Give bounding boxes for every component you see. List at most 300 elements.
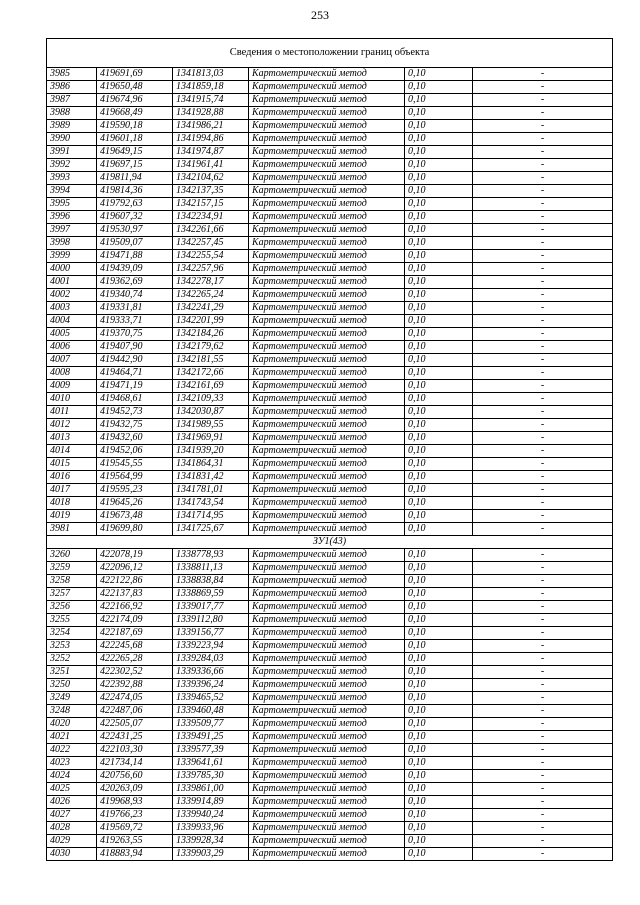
table-row bbox=[47, 783, 613, 796]
accuracy: 0,10 bbox=[405, 315, 473, 328]
accuracy: 0,10 bbox=[405, 692, 473, 705]
coordinate-x: 419442,90 bbox=[97, 354, 173, 367]
note: - bbox=[473, 185, 613, 198]
table-row bbox=[47, 809, 613, 822]
coordinate-x: 422392,88 bbox=[97, 679, 173, 692]
table-row bbox=[47, 588, 613, 601]
table-row bbox=[47, 653, 613, 666]
coordinate-y: 1339861,00 bbox=[173, 783, 249, 796]
coordinate-x: 419649,15 bbox=[97, 146, 173, 159]
table-row bbox=[47, 731, 613, 744]
point-number: 4000 bbox=[47, 263, 97, 276]
section-row bbox=[47, 536, 613, 549]
table-row bbox=[47, 81, 613, 94]
accuracy: 0,10 bbox=[405, 757, 473, 770]
point-number: 3253 bbox=[47, 640, 97, 653]
table-row bbox=[47, 393, 613, 406]
note: - bbox=[473, 380, 613, 393]
note: - bbox=[473, 458, 613, 471]
coordinate-y: 1341989,55 bbox=[173, 419, 249, 432]
coordinate-y: 1339336,66 bbox=[173, 666, 249, 679]
coordinate-x: 420756,60 bbox=[97, 770, 173, 783]
coordinate-x: 419601,18 bbox=[97, 133, 173, 146]
note: - bbox=[473, 81, 613, 94]
note: - bbox=[473, 705, 613, 718]
note: - bbox=[473, 744, 613, 757]
coordinate-y: 1341781,01 bbox=[173, 484, 249, 497]
method: Картометрический метод bbox=[249, 575, 405, 588]
table-row bbox=[47, 692, 613, 705]
method: Картометрический метод bbox=[249, 640, 405, 653]
point-number: 3991 bbox=[47, 146, 97, 159]
note: - bbox=[473, 172, 613, 185]
note: - bbox=[473, 796, 613, 809]
table-row bbox=[47, 549, 613, 562]
coordinate-x: 422487,06 bbox=[97, 705, 173, 718]
point-number: 3259 bbox=[47, 562, 97, 575]
coordinate-y: 1339156,77 bbox=[173, 627, 249, 640]
note: - bbox=[473, 679, 613, 692]
note: - bbox=[473, 354, 613, 367]
method: Картометрический метод bbox=[249, 614, 405, 627]
method: Картометрический метод bbox=[249, 159, 405, 172]
accuracy: 0,10 bbox=[405, 770, 473, 783]
method: Картометрический метод bbox=[249, 211, 405, 224]
table-row bbox=[47, 159, 613, 172]
coordinate-y: 1342181,55 bbox=[173, 354, 249, 367]
coordinate-y: 1339284,03 bbox=[173, 653, 249, 666]
table-row bbox=[47, 406, 613, 419]
note: - bbox=[473, 315, 613, 328]
coordinate-x: 419432,75 bbox=[97, 419, 173, 432]
table-row bbox=[47, 497, 613, 510]
point-number: 4009 bbox=[47, 380, 97, 393]
point-number: 3992 bbox=[47, 159, 97, 172]
note: - bbox=[473, 237, 613, 250]
note: - bbox=[473, 419, 613, 432]
point-number: 3249 bbox=[47, 692, 97, 705]
method: Картометрический метод bbox=[249, 302, 405, 315]
table-row bbox=[47, 328, 613, 341]
coordinate-x: 421734,14 bbox=[97, 757, 173, 770]
point-number: 4024 bbox=[47, 770, 97, 783]
coordinate-x: 422096,12 bbox=[97, 562, 173, 575]
coordinate-x: 419545,55 bbox=[97, 458, 173, 471]
point-number: 4020 bbox=[47, 718, 97, 731]
coordinate-y: 1339465,52 bbox=[173, 692, 249, 705]
table-row bbox=[47, 679, 613, 692]
coordinate-x: 419464,71 bbox=[97, 367, 173, 380]
method: Картометрический метод bbox=[249, 497, 405, 510]
coordinate-y: 1339112,80 bbox=[173, 614, 249, 627]
coordinate-y: 1338778,93 bbox=[173, 549, 249, 562]
point-number: 4016 bbox=[47, 471, 97, 484]
method: Картометрический метод bbox=[249, 458, 405, 471]
coordinate-y: 1342257,96 bbox=[173, 263, 249, 276]
table-row bbox=[47, 354, 613, 367]
accuracy: 0,10 bbox=[405, 406, 473, 419]
note: - bbox=[473, 614, 613, 627]
point-number: 4029 bbox=[47, 835, 97, 848]
accuracy: 0,10 bbox=[405, 172, 473, 185]
point-number: 4022 bbox=[47, 744, 97, 757]
note: - bbox=[473, 341, 613, 354]
coordinate-y: 1339785,30 bbox=[173, 770, 249, 783]
method: Картометрический метод bbox=[249, 783, 405, 796]
table-row bbox=[47, 718, 613, 731]
coordinate-y: 1341974,87 bbox=[173, 146, 249, 159]
note: - bbox=[473, 289, 613, 302]
point-number: 3258 bbox=[47, 575, 97, 588]
table-row bbox=[47, 510, 613, 523]
note: - bbox=[473, 640, 613, 653]
point-number: 4023 bbox=[47, 757, 97, 770]
accuracy: 0,10 bbox=[405, 328, 473, 341]
coordinate-x: 419650,48 bbox=[97, 81, 173, 94]
table-row bbox=[47, 185, 613, 198]
point-number: 4028 bbox=[47, 822, 97, 835]
note: - bbox=[473, 549, 613, 562]
coordinate-y: 1342201,99 bbox=[173, 315, 249, 328]
coordinate-y: 1342172,66 bbox=[173, 367, 249, 380]
accuracy: 0,10 bbox=[405, 367, 473, 380]
table-row bbox=[47, 68, 613, 81]
coordinate-y: 1342137,35 bbox=[173, 185, 249, 198]
accuracy: 0,10 bbox=[405, 614, 473, 627]
note: - bbox=[473, 120, 613, 133]
coordinate-x: 419331,81 bbox=[97, 302, 173, 315]
method: Картометрический метод bbox=[249, 627, 405, 640]
coordinate-y: 1342179,62 bbox=[173, 341, 249, 354]
coordinate-y: 1341915,74 bbox=[173, 94, 249, 107]
coordinate-x: 419668,49 bbox=[97, 107, 173, 120]
method: Картометрический метод bbox=[249, 341, 405, 354]
boundary-coordinates-table bbox=[46, 38, 613, 861]
page-number: 253 bbox=[311, 8, 329, 22]
note: - bbox=[473, 588, 613, 601]
coordinate-x: 419697,15 bbox=[97, 159, 173, 172]
note: - bbox=[473, 757, 613, 770]
coordinate-x: 419792,63 bbox=[97, 198, 173, 211]
accuracy: 0,10 bbox=[405, 562, 473, 575]
table-row bbox=[47, 822, 613, 835]
coordinate-y: 1341928,88 bbox=[173, 107, 249, 120]
coordinate-x: 419407,90 bbox=[97, 341, 173, 354]
table-title-row bbox=[47, 39, 613, 68]
point-number: 3248 bbox=[47, 705, 97, 718]
method: Картометрический метод bbox=[249, 510, 405, 523]
method: Картометрический метод bbox=[249, 198, 405, 211]
method: Картометрический метод bbox=[249, 549, 405, 562]
method: Картометрический метод bbox=[249, 484, 405, 497]
note: - bbox=[473, 562, 613, 575]
coordinate-x: 422474,05 bbox=[97, 692, 173, 705]
coordinate-y: 1342157,15 bbox=[173, 198, 249, 211]
accuracy: 0,10 bbox=[405, 588, 473, 601]
method: Картометрический метод bbox=[249, 328, 405, 341]
coordinate-x: 422166,92 bbox=[97, 601, 173, 614]
accuracy: 0,10 bbox=[405, 354, 473, 367]
accuracy: 0,10 bbox=[405, 458, 473, 471]
point-number: 3256 bbox=[47, 601, 97, 614]
note: - bbox=[473, 510, 613, 523]
note: - bbox=[473, 224, 613, 237]
accuracy: 0,10 bbox=[405, 237, 473, 250]
table-row bbox=[47, 471, 613, 484]
note: - bbox=[473, 666, 613, 679]
accuracy: 0,10 bbox=[405, 159, 473, 172]
point-number: 4007 bbox=[47, 354, 97, 367]
method: Картометрический метод bbox=[249, 315, 405, 328]
point-number: 3988 bbox=[47, 107, 97, 120]
point-number: 3994 bbox=[47, 185, 97, 198]
table-row bbox=[47, 211, 613, 224]
coordinate-x: 419590,18 bbox=[97, 120, 173, 133]
point-number: 4021 bbox=[47, 731, 97, 744]
accuracy: 0,10 bbox=[405, 783, 473, 796]
accuracy: 0,10 bbox=[405, 549, 473, 562]
table-row bbox=[47, 575, 613, 588]
method: Картометрический метод bbox=[249, 185, 405, 198]
table-row bbox=[47, 614, 613, 627]
accuracy: 0,10 bbox=[405, 211, 473, 224]
point-number: 3254 bbox=[47, 627, 97, 640]
accuracy: 0,10 bbox=[405, 250, 473, 263]
point-number: 3995 bbox=[47, 198, 97, 211]
table-row bbox=[47, 133, 613, 146]
coordinate-y: 1341831,42 bbox=[173, 471, 249, 484]
accuracy: 0,10 bbox=[405, 848, 473, 861]
point-number: 3998 bbox=[47, 237, 97, 250]
point-number: 4013 bbox=[47, 432, 97, 445]
note: - bbox=[473, 276, 613, 289]
point-number: 3251 bbox=[47, 666, 97, 679]
table-row bbox=[47, 120, 613, 133]
note: - bbox=[473, 627, 613, 640]
note: - bbox=[473, 146, 613, 159]
coordinate-y: 1341859,18 bbox=[173, 81, 249, 94]
accuracy: 0,10 bbox=[405, 796, 473, 809]
note: - bbox=[473, 367, 613, 380]
method: Картометрический метод bbox=[249, 250, 405, 263]
point-number: 4002 bbox=[47, 289, 97, 302]
coordinate-y: 1339914,89 bbox=[173, 796, 249, 809]
table-row bbox=[47, 198, 613, 211]
coordinate-x: 419811,94 bbox=[97, 172, 173, 185]
method: Картометрический метод bbox=[249, 432, 405, 445]
point-number: 3257 bbox=[47, 588, 97, 601]
note: - bbox=[473, 575, 613, 588]
coordinate-x: 419530,97 bbox=[97, 224, 173, 237]
coordinate-x: 419699,80 bbox=[97, 523, 173, 536]
coordinate-y: 1342278,17 bbox=[173, 276, 249, 289]
coordinate-x: 419468,61 bbox=[97, 393, 173, 406]
method: Картометрический метод bbox=[249, 835, 405, 848]
accuracy: 0,10 bbox=[405, 679, 473, 692]
coordinate-y: 1342261,66 bbox=[173, 224, 249, 237]
point-number: 3986 bbox=[47, 81, 97, 94]
note: - bbox=[473, 302, 613, 315]
table-row bbox=[47, 458, 613, 471]
point-number: 4030 bbox=[47, 848, 97, 861]
coordinate-y: 1342241,29 bbox=[173, 302, 249, 315]
note: - bbox=[473, 406, 613, 419]
note: - bbox=[473, 809, 613, 822]
note: - bbox=[473, 848, 613, 861]
table-row bbox=[47, 848, 613, 861]
point-number: 3993 bbox=[47, 172, 97, 185]
coordinate-x: 419645,26 bbox=[97, 497, 173, 510]
note: - bbox=[473, 393, 613, 406]
coordinate-x: 419814,36 bbox=[97, 185, 173, 198]
table-row bbox=[47, 627, 613, 640]
point-number: 4026 bbox=[47, 796, 97, 809]
table-row bbox=[47, 640, 613, 653]
coordinate-x: 422137,83 bbox=[97, 588, 173, 601]
table-row bbox=[47, 302, 613, 315]
table-row bbox=[47, 601, 613, 614]
table-row bbox=[47, 757, 613, 770]
coordinate-y: 1342265,24 bbox=[173, 289, 249, 302]
table-row bbox=[47, 835, 613, 848]
method: Картометрический метод bbox=[249, 822, 405, 835]
point-number: 3252 bbox=[47, 653, 97, 666]
coordinate-y: 1341961,41 bbox=[173, 159, 249, 172]
table-row bbox=[47, 172, 613, 185]
accuracy: 0,10 bbox=[405, 744, 473, 757]
method: Картометрический метод bbox=[249, 172, 405, 185]
point-number: 3997 bbox=[47, 224, 97, 237]
coordinate-y: 1339933,96 bbox=[173, 822, 249, 835]
table-row bbox=[47, 562, 613, 575]
method: Картометрический метод bbox=[249, 289, 405, 302]
coordinate-x: 419691,69 bbox=[97, 68, 173, 81]
point-number: 4012 bbox=[47, 419, 97, 432]
coordinate-y: 1338811,13 bbox=[173, 562, 249, 575]
note: - bbox=[473, 133, 613, 146]
point-number: 4005 bbox=[47, 328, 97, 341]
table-row bbox=[47, 419, 613, 432]
point-number: 4006 bbox=[47, 341, 97, 354]
note: - bbox=[473, 601, 613, 614]
table-row bbox=[47, 484, 613, 497]
point-number: 4004 bbox=[47, 315, 97, 328]
coordinate-y: 1342255,54 bbox=[173, 250, 249, 263]
accuracy: 0,10 bbox=[405, 822, 473, 835]
accuracy: 0,10 bbox=[405, 809, 473, 822]
method: Картометрический метод bbox=[249, 94, 405, 107]
table-row bbox=[47, 224, 613, 237]
accuracy: 0,10 bbox=[405, 731, 473, 744]
coordinate-x: 422122,86 bbox=[97, 575, 173, 588]
coordinate-y: 1338869,59 bbox=[173, 588, 249, 601]
accuracy: 0,10 bbox=[405, 432, 473, 445]
table-row bbox=[47, 523, 613, 536]
point-number: 3996 bbox=[47, 211, 97, 224]
accuracy: 0,10 bbox=[405, 341, 473, 354]
table-row bbox=[47, 432, 613, 445]
point-number: 3999 bbox=[47, 250, 97, 263]
point-number: 3255 bbox=[47, 614, 97, 627]
accuracy: 0,10 bbox=[405, 94, 473, 107]
accuracy: 0,10 bbox=[405, 510, 473, 523]
coordinate-x: 422431,25 bbox=[97, 731, 173, 744]
accuracy: 0,10 bbox=[405, 419, 473, 432]
coordinate-y: 1342030,87 bbox=[173, 406, 249, 419]
method: Картометрический метод bbox=[249, 679, 405, 692]
coordinate-x: 418883,94 bbox=[97, 848, 173, 861]
accuracy: 0,10 bbox=[405, 289, 473, 302]
table-row bbox=[47, 744, 613, 757]
point-number: 3987 bbox=[47, 94, 97, 107]
accuracy: 0,10 bbox=[405, 484, 473, 497]
point-number: 4019 bbox=[47, 510, 97, 523]
method: Картометрический метод bbox=[249, 848, 405, 861]
accuracy: 0,10 bbox=[405, 81, 473, 94]
method: Картометрический метод bbox=[249, 237, 405, 250]
method: Картометрический метод bbox=[249, 471, 405, 484]
note: - bbox=[473, 198, 613, 211]
method: Картометрический метод bbox=[249, 562, 405, 575]
method: Картометрический метод bbox=[249, 744, 405, 757]
note: - bbox=[473, 783, 613, 796]
method: Картометрический метод bbox=[249, 406, 405, 419]
coordinate-y: 1341725,67 bbox=[173, 523, 249, 536]
accuracy: 0,10 bbox=[405, 601, 473, 614]
table-row bbox=[47, 250, 613, 263]
coordinate-x: 419766,23 bbox=[97, 809, 173, 822]
table-row bbox=[47, 276, 613, 289]
coordinate-y: 1339223,94 bbox=[173, 640, 249, 653]
accuracy: 0,10 bbox=[405, 575, 473, 588]
accuracy: 0,10 bbox=[405, 718, 473, 731]
method: Картометрический метод bbox=[249, 770, 405, 783]
accuracy: 0,10 bbox=[405, 705, 473, 718]
method: Картометрический метод bbox=[249, 718, 405, 731]
coordinate-y: 1339491,25 bbox=[173, 731, 249, 744]
point-number: 4015 bbox=[47, 458, 97, 471]
point-number: 4008 bbox=[47, 367, 97, 380]
table-row bbox=[47, 315, 613, 328]
method: Картометрический метод bbox=[249, 380, 405, 393]
method: Картометрический метод bbox=[249, 68, 405, 81]
accuracy: 0,10 bbox=[405, 523, 473, 536]
coordinate-y: 1339017,77 bbox=[173, 601, 249, 614]
coordinate-y: 1342234,91 bbox=[173, 211, 249, 224]
accuracy: 0,10 bbox=[405, 653, 473, 666]
note: - bbox=[473, 445, 613, 458]
method: Картометрический метод bbox=[249, 276, 405, 289]
note: - bbox=[473, 263, 613, 276]
method: Картометрический метод bbox=[249, 224, 405, 237]
point-number: 3985 bbox=[47, 68, 97, 81]
table-row bbox=[47, 705, 613, 718]
coordinate-y: 1339577,39 bbox=[173, 744, 249, 757]
note: - bbox=[473, 731, 613, 744]
coordinate-x: 422265,28 bbox=[97, 653, 173, 666]
note: - bbox=[473, 653, 613, 666]
method: Картометрический метод bbox=[249, 523, 405, 536]
coordinate-x: 419673,48 bbox=[97, 510, 173, 523]
coordinate-y: 1342161,69 bbox=[173, 380, 249, 393]
table-row bbox=[47, 107, 613, 120]
point-number: 3250 bbox=[47, 679, 97, 692]
point-number: 4003 bbox=[47, 302, 97, 315]
coordinate-x: 422245,68 bbox=[97, 640, 173, 653]
method: Картометрический метод bbox=[249, 107, 405, 120]
coordinate-y: 1339641,61 bbox=[173, 757, 249, 770]
coordinate-y: 1341743,54 bbox=[173, 497, 249, 510]
